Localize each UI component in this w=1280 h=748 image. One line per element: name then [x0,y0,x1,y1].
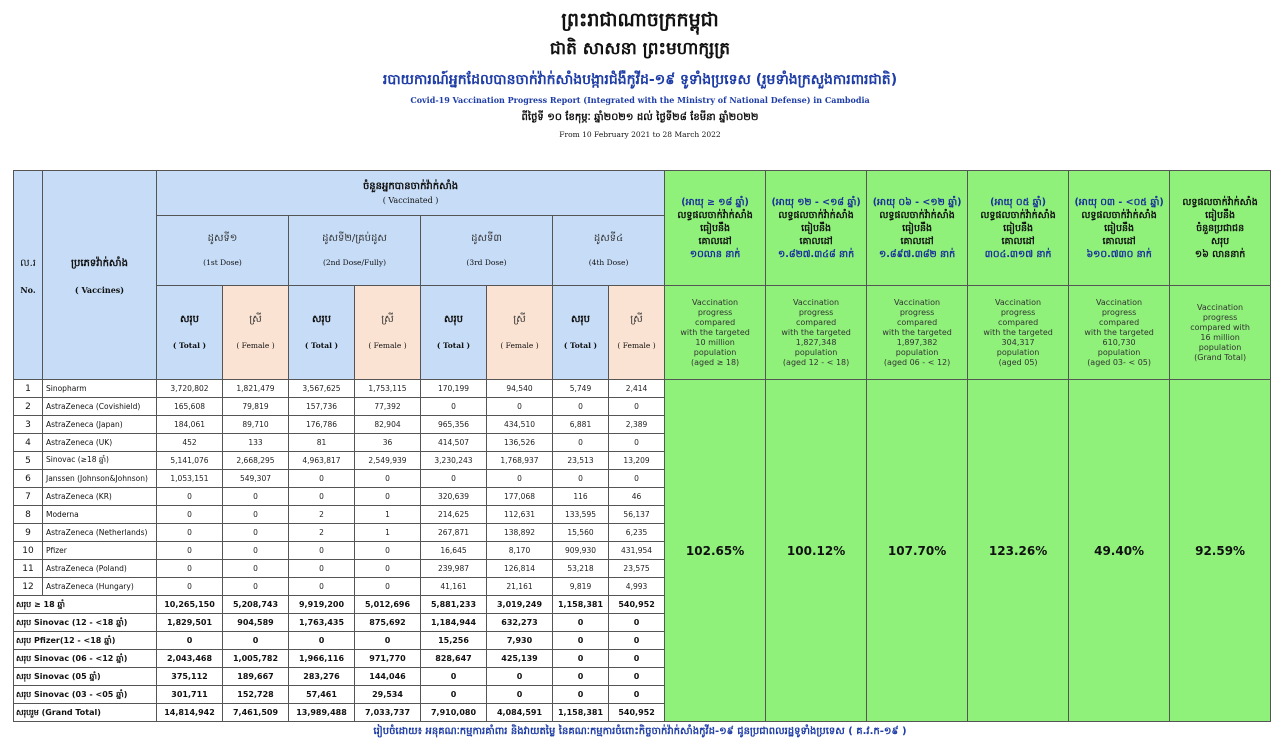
total-cell: 157,736 [289,398,355,416]
progress-header-06-12: (អាយុ ០៦ - <១២ ឆ្នាំ) លទ្ធផលចាក់វ៉ាក់សាំង ធៀបនឹង គោលដៅ ១.៨៩៧.៣៨២ នាក់ [867,171,968,286]
row-number: 11 [14,560,43,578]
progress-en-text: Vaccination progress compared with 16 million population (Grand Total) [1190,302,1250,362]
total-cell: 170,199 [421,380,487,398]
summary-female-cell: 7,930 [487,632,553,650]
total-cell: 81 [289,434,355,452]
summary-female-cell: 632,273 [487,614,553,632]
row-number: 4 [14,434,43,452]
female-cell: 1,753,115 [355,380,421,398]
report-title-kh: របាយការណ៍អ្នកដែលបានចាក់វ៉ាក់សាំងបង្ការជំងឺកូវីដ-១៩ ទូទាំងប្រទេស (រួមទាំងក្រសួងការពារជាតិ) [382,72,898,88]
vaccine-name: Sinopharm [43,380,157,398]
total-cell: 133,595 [553,506,609,524]
total-cell: 15,560 [553,524,609,542]
summary-female-cell: 0 [223,632,289,650]
female-cell: 0 [223,488,289,506]
summary-total-cell: 5,881,233 [421,596,487,614]
total-cell: 176,786 [289,416,355,434]
summary-total-cell: 1,763,435 [289,614,355,632]
summary-total-cell: 375,112 [157,668,223,686]
progress-percent: 102.65% [665,380,766,722]
report-period-kh: ពីថ្ងៃទី ១០ ខែកុម្ភៈ ឆ្នាំ២០២១ ដល់ ថ្ងៃទី២៨ ខែមីនា ឆ្នាំ២០២២ [521,112,759,123]
total-cell: 3,567,625 [289,380,355,398]
total-cell: 320,639 [421,488,487,506]
female-cell: 0 [355,470,421,488]
summary-female-cell: 0 [609,632,665,650]
female-cell: 0 [355,488,421,506]
summary-female-cell: 0 [609,668,665,686]
table-row [14,380,1271,398]
female-cell: 126,814 [487,560,553,578]
female-cell: 2,668,295 [223,452,289,470]
female-cell: 2,549,939 [355,452,421,470]
total-cell: 165,608 [157,398,223,416]
female-cell: 0 [609,434,665,452]
total-cell: 0 [553,434,609,452]
female-cell: 13,209 [609,452,665,470]
progress-percent: 123.26% [968,380,1069,722]
summary-total-cell: 14,814,942 [157,704,223,722]
summary-female-cell: 7,033,737 [355,704,421,722]
progress-en-18plus [665,286,766,380]
summary-total-cell: 10,265,150 [157,596,223,614]
progress-percent: 49.40% [1069,380,1170,722]
row-number: 12 [14,578,43,596]
female-cell: 36 [355,434,421,452]
female-cell: 138,892 [487,524,553,542]
summary-total-cell: 0 [553,686,609,704]
summary-label: សរុប Sinovac (05 ឆ្នាំ) [14,668,157,686]
summary-female-cell: 875,692 [355,614,421,632]
summary-total-cell: 9,919,200 [289,596,355,614]
row-number: 10 [14,542,43,560]
total-cell: 23,513 [553,452,609,470]
summary-total-cell: 57,461 [289,686,355,704]
progress-en-text: Vaccination progress compared with the targeted 304,317 population (aged 05) [983,297,1053,367]
progress-header-05: (អាយុ ០៥ ឆ្នាំ) លទ្ធផលចាក់វ៉ាក់សាំង ធៀបនឹង គោលដៅ ៣០៤.៣១៧ នាក់ [968,171,1069,286]
total-cell: 0 [157,488,223,506]
summary-total-cell: 1,829,501 [157,614,223,632]
female-cell: 21,161 [487,578,553,596]
female-cell: 0 [223,542,289,560]
vaccine-name: AstraZeneca (Netherlands) [43,524,157,542]
summary-female-cell: 189,667 [223,668,289,686]
summary-female-cell: 29,534 [355,686,421,704]
row-number: 3 [14,416,43,434]
summary-total-cell: 0 [553,650,609,668]
female-cell: 0 [487,470,553,488]
female-cell: 0 [355,560,421,578]
dose3-header: ដូសទី៣ (3rd Dose) [421,216,553,286]
summary-female-cell: 971,770 [355,650,421,668]
total-cell: 0 [157,506,223,524]
progress-en-grand-total [1170,286,1271,380]
kingdom-title: ព្រះរាជាណាចក្រកម្ពុជា [561,9,719,31]
total-cell: 3,720,802 [157,380,223,398]
total-cell: 16,645 [421,542,487,560]
progress-en-03-05 [1069,286,1170,380]
vaccine-name: Sinovac (≥18 ឆ្នាំ) [43,452,157,470]
vaccine-name: AstraZeneca (Poland) [43,560,157,578]
summary-label: សរុបរួម (Grand Total) [14,704,157,722]
female-cell: 177,068 [487,488,553,506]
female-cell: 79,819 [223,398,289,416]
total-cell: 414,507 [421,434,487,452]
summary-female-cell: 0 [609,686,665,704]
total-cell: 909,930 [553,542,609,560]
summary-total-cell: 0 [421,668,487,686]
summary-total-cell: 0 [421,686,487,704]
total-cell: 9,819 [553,578,609,596]
summary-total-cell: 283,276 [289,668,355,686]
row-number: 2 [14,398,43,416]
summary-female-cell: 425,139 [487,650,553,668]
female-cell: 0 [223,560,289,578]
summary-female-cell: 1,005,782 [223,650,289,668]
report-title-en: Covid-19 Vaccination Progress Report (Integrated with the Ministry of National Defense) in Cambodia [410,95,870,105]
total-cell: 0 [289,560,355,578]
vaccine-name: AstraZeneca (Covishield) [43,398,157,416]
total-cell: 0 [421,470,487,488]
summary-label: សរុប Sinovac (03 - <05 ឆ្នាំ) [14,686,157,704]
total-cell: 2 [289,506,355,524]
dose3-female-header: ស្រី ( Female ) [487,286,553,380]
progress-percent: 100.12% [766,380,867,722]
summary-label: សរុប Pfizer(12 - <18 ឆ្នាំ) [14,632,157,650]
progress-header-12-18: (អាយុ ១២ - <១៨ ឆ្នាំ) លទ្ធផលចាក់វ៉ាក់សាំង ធៀបនឹង គោលដៅ ១.៨២៧.៣៤៨ នាក់ [766,171,867,286]
total-cell: 267,871 [421,524,487,542]
dose2-total-header: សរុប ( Total ) [289,286,355,380]
summary-total-cell: 828,647 [421,650,487,668]
summary-female-cell: 144,046 [355,668,421,686]
female-cell: 2,414 [609,380,665,398]
vaccine-name: AstraZeneca (Hungary) [43,578,157,596]
summary-total-cell: 1,966,116 [289,650,355,668]
vaccine-header: ប្រភេទវ៉ាក់សាំង ( Vaccines) [43,171,157,380]
female-cell: 431,954 [609,542,665,560]
total-cell: 53,218 [553,560,609,578]
female-cell: 0 [223,506,289,524]
total-cell: 5,141,076 [157,452,223,470]
female-cell: 0 [355,578,421,596]
summary-female-cell: 0 [609,614,665,632]
total-cell: 0 [553,398,609,416]
progress-en-text: Vaccination progress compared with the targeted 1,897,382 population (aged 06 - < 12) [882,297,952,367]
progress-header-18plus: (អាយុ ≥ ១៨ ឆ្នាំ) លទ្ធផលចាក់វ៉ាក់សាំង ធៀបនឹង គោលដៅ ១០លាន នាក់ [665,171,766,286]
summary-label: សរុប Sinovac (06 - <12 ឆ្នាំ) [14,650,157,668]
summary-female-cell: 152,728 [223,686,289,704]
summary-total-cell: 2,043,468 [157,650,223,668]
female-cell: 434,510 [487,416,553,434]
progress-percent: 107.70% [867,380,968,722]
total-cell: 0 [157,542,223,560]
female-cell: 1,821,479 [223,380,289,398]
summary-total-cell: 1,158,381 [553,704,609,722]
vaccination-table [13,170,1271,722]
summary-total-cell: 13,989,488 [289,704,355,722]
total-cell: 6,881 [553,416,609,434]
progress-en-05 [968,286,1069,380]
dose2-female-header: ស្រី ( Female ) [355,286,421,380]
total-cell: 0 [289,488,355,506]
dose1-header: ដូសទី១ (1st Dose) [157,216,289,286]
female-cell: 0 [609,470,665,488]
dose4-header: ដូសទី៤ (4th Dose) [553,216,665,286]
row-number: 9 [14,524,43,542]
vaccine-name: Pfizer [43,542,157,560]
summary-female-cell: 540,952 [609,704,665,722]
progress-en-12-18 [766,286,867,380]
female-cell: 0 [355,542,421,560]
progress-en-text: Vaccination progress compared with the targeted 10 million population (aged ≥ 18) [680,297,750,367]
no-header: ល.រ No. [14,171,43,380]
female-cell: 46 [609,488,665,506]
summary-label: សរុប ≥ 18 ឆ្នាំ [14,596,157,614]
total-cell: 5,749 [553,380,609,398]
female-cell: 549,307 [223,470,289,488]
summary-total-cell: 0 [553,614,609,632]
total-cell: 4,963,817 [289,452,355,470]
progress-en-text: Vaccination progress compared with the targeted 1,827,348 population (aged 12 - < 18) [781,297,851,367]
total-cell: 239,987 [421,560,487,578]
female-cell: 1 [355,506,421,524]
total-cell: 0 [157,560,223,578]
dose2-header: ដូសទី២/គ្រប់ដូស (2nd Dose/Fully) [289,216,421,286]
total-cell: 214,625 [421,506,487,524]
total-cell: 184,061 [157,416,223,434]
total-cell: 0 [289,578,355,596]
female-cell: 77,392 [355,398,421,416]
vaccine-name: Moderna [43,506,157,524]
female-cell: 89,710 [223,416,289,434]
total-cell: 0 [289,542,355,560]
dose1-total-header: សរុប ( Total ) [157,286,223,380]
total-cell: 2 [289,524,355,542]
summary-total-cell: 0 [157,632,223,650]
dose4-female-header: ស្រី ( Female ) [609,286,665,380]
row-number: 7 [14,488,43,506]
summary-total-cell: 1,184,944 [421,614,487,632]
summary-label: សរុប Sinovac (12 - <18 ឆ្នាំ) [14,614,157,632]
motto: ជាតិ សាសនា ព្រះមហាក្សត្រ [549,39,731,59]
female-cell: 1 [355,524,421,542]
vaccine-name: Janssen (Johnson&Johnson) [43,470,157,488]
summary-female-cell: 540,952 [609,596,665,614]
dose1-female-header: ស្រី ( Female ) [223,286,289,380]
female-cell: 0 [487,398,553,416]
summary-female-cell: 0 [487,686,553,704]
total-cell: 116 [553,488,609,506]
progress-header-03-05: (អាយុ ០៣ - <០៥ ឆ្នាំ) លទ្ធផលចាក់វ៉ាក់សាំង ធៀបនឹង គោលដៅ ៦១០.៧៣០ នាក់ [1069,171,1170,286]
summary-total-cell: 0 [553,668,609,686]
female-cell: 0 [223,524,289,542]
row-number: 8 [14,506,43,524]
total-cell: 0 [553,470,609,488]
female-cell: 0 [609,398,665,416]
vaccine-name: AstraZeneca (Japan) [43,416,157,434]
female-cell: 6,235 [609,524,665,542]
row-number: 5 [14,452,43,470]
female-cell: 133 [223,434,289,452]
summary-total-cell: 301,711 [157,686,223,704]
female-cell: 23,575 [609,560,665,578]
summary-total-cell: 1,158,381 [553,596,609,614]
female-cell: 2,389 [609,416,665,434]
summary-total-cell: 15,256 [421,632,487,650]
summary-total-cell: 0 [553,632,609,650]
summary-female-cell: 4,084,591 [487,704,553,722]
vaccinated-header: ចំនួនអ្នកបានចាក់វ៉ាក់សាំង ( Vaccinated ) [157,171,665,216]
total-cell: 1,053,151 [157,470,223,488]
total-cell: 3,230,243 [421,452,487,470]
summary-female-cell: 0 [609,650,665,668]
footer-note: រៀបចំដោយ៖ អនុគណៈកម្មការគាំពារ និងវាយតម្លៃ នៃគណៈកម្មការចំពោះកិច្ចចាក់វ៉ាក់សាំងកូវីដ-១៩ ជូនប្រជាពលរដ្ឋទូទាំងប្រទេស ( គ.វ.ក-១៩ ) [373,726,907,737]
summary-female-cell: 904,589 [223,614,289,632]
summary-total-cell: 0 [289,632,355,650]
summary-female-cell: 5,208,743 [223,596,289,614]
female-cell: 94,540 [487,380,553,398]
summary-female-cell: 7,461,509 [223,704,289,722]
progress-en-text: Vaccination progress compared with the targeted 610,730 population (aged 03- < 05) [1084,297,1154,367]
female-cell: 8,170 [487,542,553,560]
progress-en-06-12 [867,286,968,380]
total-cell: 0 [157,578,223,596]
row-number: 6 [14,470,43,488]
summary-female-cell: 0 [487,668,553,686]
progress-header-grand-total: លទ្ធផលចាក់វ៉ាក់សាំង ធៀបនឹង ចំនួនប្រជាជន សរុប ១៦ លាននាក់ [1170,171,1271,286]
summary-female-cell: 0 [355,632,421,650]
female-cell: 0 [223,578,289,596]
report-period-en: From 10 February 2021 to 28 March 2022 [559,130,721,139]
total-cell: 965,356 [421,416,487,434]
dose4-total-header: សរុប ( Total ) [553,286,609,380]
total-cell: 0 [289,470,355,488]
progress-percent: 92.59% [1170,380,1271,722]
total-cell: 0 [421,398,487,416]
female-cell: 82,904 [355,416,421,434]
female-cell: 136,526 [487,434,553,452]
total-cell: 452 [157,434,223,452]
female-cell: 4,993 [609,578,665,596]
dose3-total-header: សរុប ( Total ) [421,286,487,380]
row-number: 1 [14,380,43,398]
female-cell: 1,768,937 [487,452,553,470]
vaccine-name: AstraZeneca (KR) [43,488,157,506]
female-cell: 56,137 [609,506,665,524]
summary-female-cell: 5,012,696 [355,596,421,614]
vaccine-name: AstraZeneca (UK) [43,434,157,452]
summary-total-cell: 7,910,080 [421,704,487,722]
summary-female-cell: 3,019,249 [487,596,553,614]
female-cell: 112,631 [487,506,553,524]
total-cell: 0 [157,524,223,542]
total-cell: 41,161 [421,578,487,596]
